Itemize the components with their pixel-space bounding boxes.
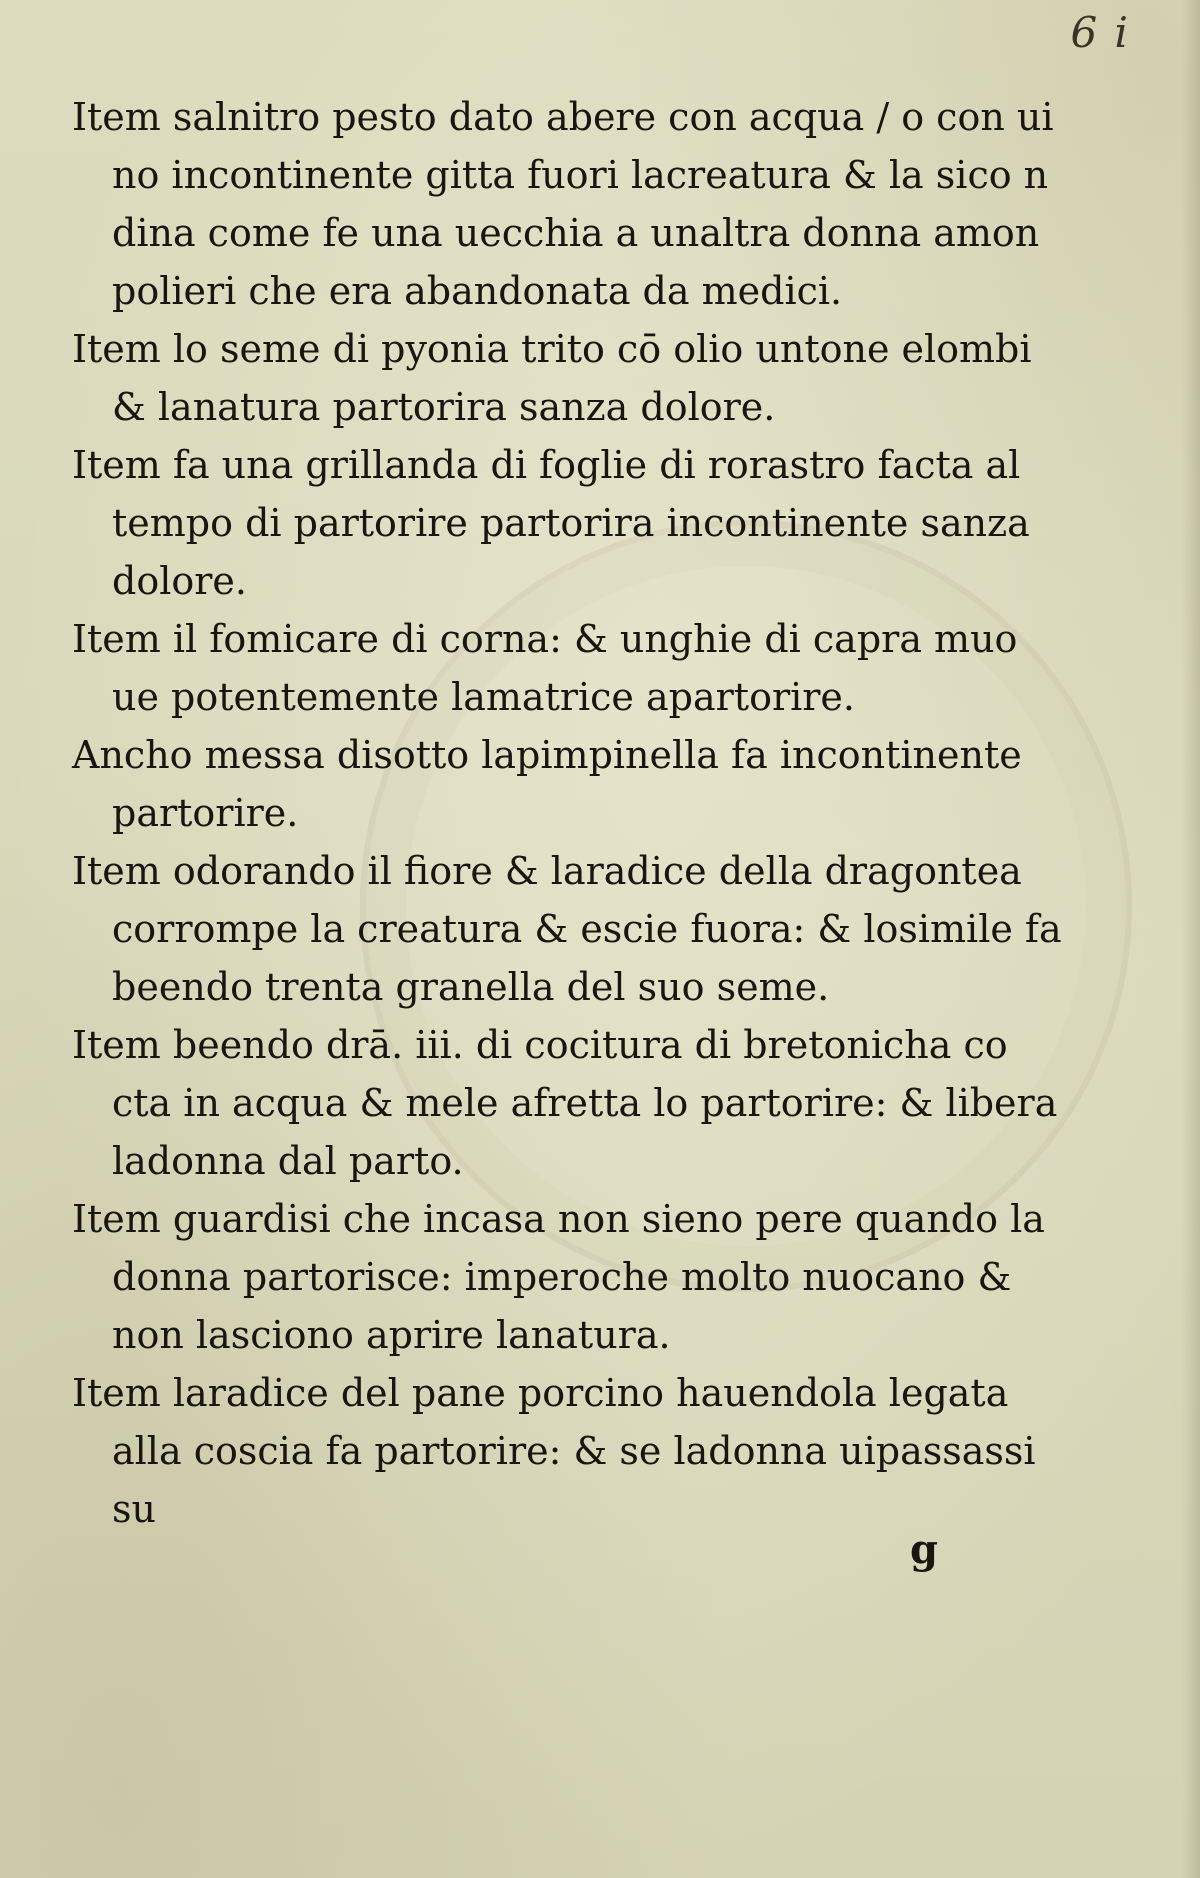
paragraph: Item laradice del pane porcino hauendola legata alla coscia fa partorire: & se ladonna uipassassi su [72, 1371, 1036, 1531]
paragraph: Ancho messa disotto lapimpinella fa incontinente partorire. [72, 733, 1022, 835]
paragraph: Item fa una grillanda di foglie di rorastro facta al tempo di partorire partorira incontinente sanza dolore. [72, 443, 1030, 603]
paragraph: Item odorando il fiore & laradice della dragontea corrompe la creatura & escie fuora: & losimile fa beendo trenta granella del suo seme. [72, 849, 1062, 1009]
paragraph: Item il fomicare di corna: & unghie di capra muo ue potentemente lamatrice apartorire. [72, 617, 1018, 719]
paragraph: Item lo seme di pyonia trito cō olio untone elombi & lanatura partorira sanza dolore. [72, 327, 1032, 429]
folio-number: 6 i [1070, 8, 1130, 57]
main-text [72, 88, 1072, 1538]
paragraph: Item guardisi che incasa non sieno pere quando la donna partorisce: imperoche molto nuocano & non lasciono aprire lanatura. [72, 1197, 1045, 1357]
paragraph: Item salnitro pesto dato abere con acqua / o con ui no incontinente gitta fuori lacreatura & la sico n dina come fe una uecchia a unaltra donna amon polieri che era abandonata da medici. [72, 95, 1054, 313]
paragraph: Item beendo drā. iii. di cocitura di bretonicha co cta in acqua & mele afretta lo partorire: & libera ladonna dal parto. [72, 1023, 1058, 1183]
signature-mark: g [910, 1526, 938, 1573]
page-edge-shadow [1182, 0, 1200, 1878]
